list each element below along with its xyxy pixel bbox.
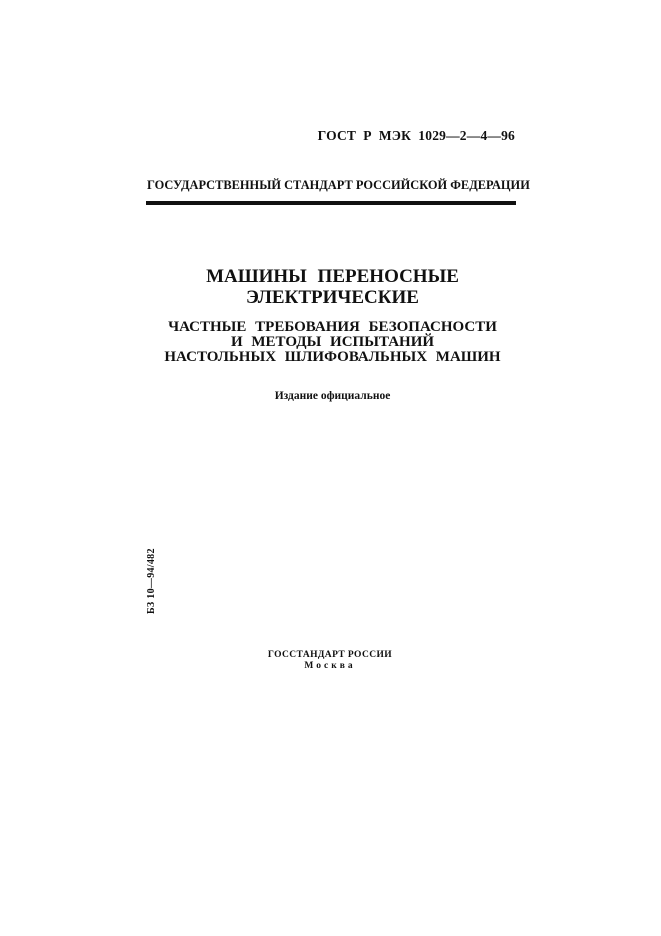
title-block (100, 266, 565, 365)
heading-rule (146, 201, 516, 205)
edition-note: Издание официальное (274, 390, 391, 402)
standard-designation: ГОСТ Р МЭК 1029—2—4—96 (317, 128, 515, 143)
publisher-city: Москва (304, 661, 356, 671)
side-code: БЗ 10—94/482 (146, 548, 157, 614)
subtitle-line-3: НАСТОЛЬНЫХ ШЛИФОВАЛЬНЫХ МАШИН (164, 349, 501, 365)
subtitle-line-1: ЧАСТНЫЕ ТРЕБОВАНИЯ БЕЗОПАСНОСТИ (168, 319, 497, 335)
publisher-block (180, 650, 480, 672)
title-line-1: МАШИНЫ ПЕРЕНОСНЫЕ (206, 266, 459, 287)
publisher-name: ГОССТАНДАРТ РОССИИ (267, 650, 393, 660)
title-line-2: ЭЛЕКТРИЧЕСКИЕ (246, 287, 419, 308)
state-standard-heading: ГОСУДАРСТВЕННЫЙ СТАНДАРТ РОССИЙСКОЙ ФЕДЕРАЦИИ (147, 178, 530, 192)
subtitle (100, 320, 565, 365)
subtitle-line-2: И МЕТОДЫ ИСПЫТАНИЙ (230, 334, 435, 350)
